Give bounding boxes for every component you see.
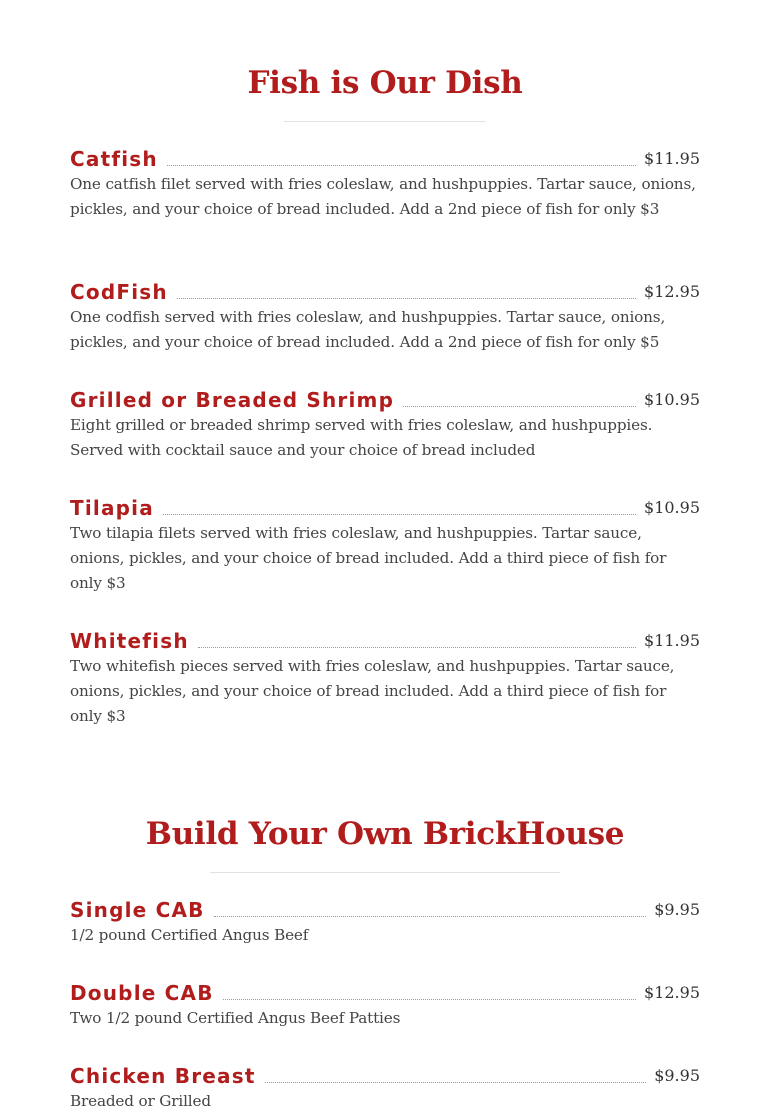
item-price: $10.95 bbox=[644, 498, 700, 517]
menu-item-shrimp bbox=[70, 387, 700, 463]
item-name: Double CAB bbox=[70, 981, 214, 1005]
item-description: Eight grilled or breaded shrimp served with fries coleslaw, and hushpuppies. Served with cocktail sauce and your choice of bread included bbox=[70, 416, 653, 459]
item-name: Grilled or Breaded Shrimp bbox=[70, 388, 395, 412]
item-price: $11.95 bbox=[644, 631, 700, 650]
item-description: Two 1/2 pound Certified Angus Beef Patties bbox=[70, 1009, 401, 1027]
item-price: $11.95 bbox=[644, 149, 700, 168]
item-name: Whitefish bbox=[70, 629, 189, 653]
item-name: CodFish bbox=[70, 280, 168, 304]
item-price: $10.95 bbox=[644, 390, 700, 409]
item-description: Breaded or Grilled bbox=[70, 1092, 211, 1110]
menu-item-codfish bbox=[70, 279, 700, 355]
item-price: $9.95 bbox=[654, 900, 700, 919]
item-description: Two whitefish pieces served with fries coleslaw, and hushpuppies. Tartar sauce, onions, pickles, and your choice of bread included. Add a third piece of fish for only $3 bbox=[70, 657, 675, 725]
section-divider bbox=[210, 872, 560, 873]
menu-item-double-cab bbox=[70, 980, 700, 1031]
dot-leader bbox=[265, 1082, 647, 1083]
item-name: Catfish bbox=[70, 147, 158, 171]
dot-leader bbox=[163, 514, 636, 515]
item-description: 1/2 pound Certified Angus Beef bbox=[70, 926, 309, 944]
menu-item-single-cab bbox=[70, 897, 700, 948]
item-description: Two tilapia filets served with fries coleslaw, and hushpuppies. Tartar sauce, onions, pickles, and your choice of bread included. Add a third piece of fish for only $3 bbox=[70, 524, 667, 592]
menu-item-whitefish bbox=[70, 628, 700, 729]
item-description: One codfish served with fries coleslaw, and hushpuppies. Tartar sauce, onions, pickles, and your choice of bread included. Add a 2nd piece of fish for only $5 bbox=[70, 308, 666, 351]
menu-item-chicken-breast bbox=[70, 1063, 700, 1114]
item-price: $12.95 bbox=[644, 282, 700, 301]
item-name: Tilapia bbox=[70, 496, 154, 520]
item-price: $12.95 bbox=[644, 983, 700, 1002]
item-name: Chicken Breast bbox=[70, 1064, 256, 1088]
section-divider bbox=[284, 121, 486, 122]
section-title-build: Build Your Own BrickHouse bbox=[145, 816, 625, 852]
dot-leader bbox=[223, 999, 636, 1000]
dot-leader bbox=[214, 916, 647, 917]
menu-item-catfish bbox=[70, 146, 700, 222]
dot-leader bbox=[198, 647, 636, 648]
dot-leader bbox=[177, 298, 636, 299]
dot-leader bbox=[167, 165, 636, 166]
dot-leader bbox=[403, 406, 636, 407]
item-name: Single CAB bbox=[70, 898, 205, 922]
item-price: $9.95 bbox=[654, 1066, 700, 1085]
item-description: One catfish filet served with fries coleslaw, and hushpuppies. Tartar sauce, onions, pickles, and your choice of bread included. Add a 2nd piece of fish for only $3 bbox=[70, 175, 696, 218]
section-title-fish: Fish is Our Dish bbox=[247, 65, 523, 101]
menu-item-tilapia bbox=[70, 495, 700, 596]
